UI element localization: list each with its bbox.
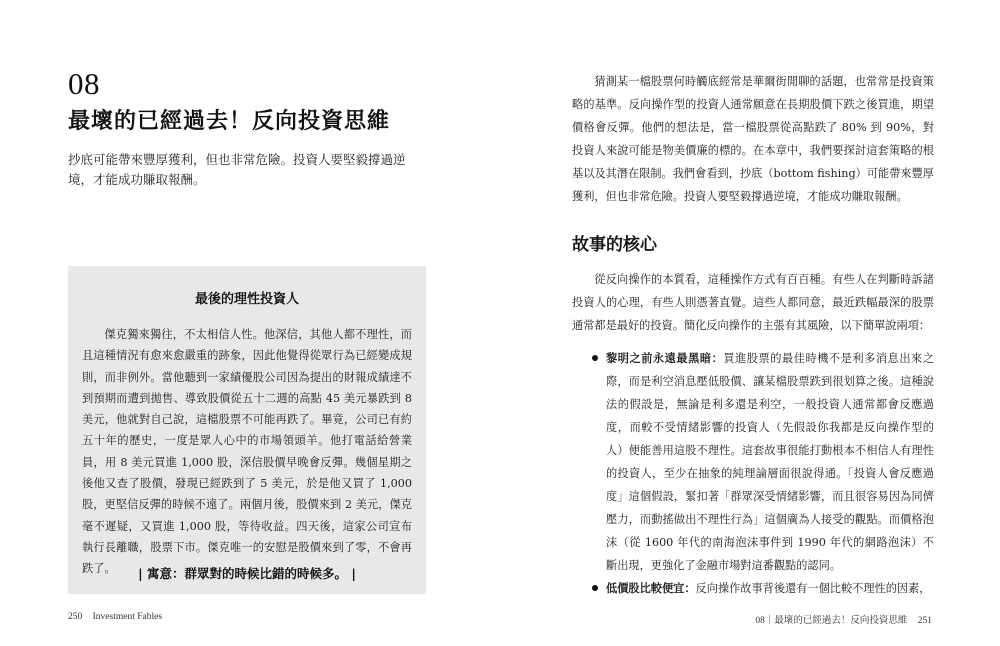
bullet-term: 低價股比較便宜： (606, 582, 696, 595)
right-page (500, 0, 1000, 646)
chapter-title: 最壞的已經過去！反向投資思維 (68, 109, 391, 134)
list-item (592, 577, 934, 600)
section-paragraph: 從反向操作的本質看，這種操作方式有百百種。有些人在判斷時訴諸投資人的心理，有些人則憑著直覺。這些人都同意，最近跌幅最深的股票通常都是最好的投資。簡化反向操作的主張有其風險，以下簡單說兩項： (572, 273, 934, 332)
chapter-subtitle: 抄底可能帶來豐厚獲利，但也非常危險。投資人要堅毅撐過逆境，才能成功賺取報酬。 (68, 152, 406, 187)
bullet-icon (592, 585, 598, 591)
right-footer (755, 612, 932, 626)
sidebar-box (68, 266, 426, 594)
left-page-number: 250 (68, 612, 83, 622)
left-running-head: Investment Fables (92, 612, 163, 622)
bullet-icon (592, 355, 598, 361)
section-heading: 故事的核心 (572, 235, 657, 255)
bullet-term: 黎明之前永遠最黑暗： (606, 352, 724, 365)
list-item (592, 347, 934, 577)
right-running-head: 08｜最壞的已經過去！反向投資思維 (755, 616, 908, 626)
bullet-text: 反向操作故事背後還有一個比較不理性的因素， (695, 582, 931, 595)
bullet-list (592, 347, 934, 600)
left-footer (68, 612, 162, 622)
right-page-number: 251 (917, 616, 932, 626)
chapter-number: 08 (68, 66, 100, 101)
sidebar-moral: | 寓意：群眾對的時候比錯的時候多。 | (138, 566, 356, 581)
bullet-text: 買進股票的最佳時機不是利多消息出來之際，而是利空消息壓低股價、讓某檔股票跌到很划算之後。這種說法的假設是，無論是利多還是利空，一般投資人通常都會反應過度，而較不受情緒影響的投資人（先假設你我都是反向操作型的人）便能善用這股不理性。這套故事很能打動根本不相信人有理性的投資人，至少在抽象的純理論層面很說得通。「投資人會反應過度」這個假設，緊扣著「群眾深受情緒影響，而且很容易因為同儕壓力，而動搖做出不理性行為」這個廣為人接受的觀點。而價格泡沫（從 1600 年代的南海泡沫事件到 1990 年代的網路泡沫）不斷出現，更強化了金融市場對這番觀點的認同。 (606, 352, 934, 572)
sidebar-title: 最後的理性投資人 (194, 292, 299, 307)
intro-paragraph: 猜測某一檔股票何時觸底經常是華爾街閒聊的話題，也常常是投資策略的基準。反向操作型的投資人通常願意在長期股價下跌之後買進，期望價格會反彈。他們的想法是，當一檔股票從高點跌了 80% 到 90%，對投資人來說可能是物美價廉的標的。在本章中，我們要探討這套策略的根基以及其潛在限制。我們會看到，抄底（bottom fishing）可能帶來豐厚獲利，但也非常危險。投資人要堅毅撐過逆境，才能成功賺取報酬。 (572, 75, 934, 203)
sidebar-body: 傑克獨來獨往，不太相信人性。他深信，其他人都不理性，而且這種情況有愈來愈嚴重的跡象，因此他覺得從眾行為已經變成規則，而非例外。當他聽到一家績優股公司因為提出的財報成績達不到預期而遭到拋售、導致股價從五十二週的高點 45 美元暴跌到 8 美元，他就對自己說，這檔股票不可能再跌了。畢竟，公司已有約五十年的歷史，一度是眾人心中的市場領頭羊。他打電話給營業員，用 8 美元買進 1,000 股，深信股價早晚會反彈。幾個星期之後他又查了股價，發現已經跌到了 5 美元，於是他又買了 1,000 股，更堅信反彈的時候不遠了。兩個月後，股價來到 2 美元，傑克毫不遲疑，又買進 1,000 股，等待收益。四天後，這家公司宣布執行長離職，股票下市。傑克唯一的安慰是股價來到了零，不會再跌了。 (82, 328, 412, 576)
